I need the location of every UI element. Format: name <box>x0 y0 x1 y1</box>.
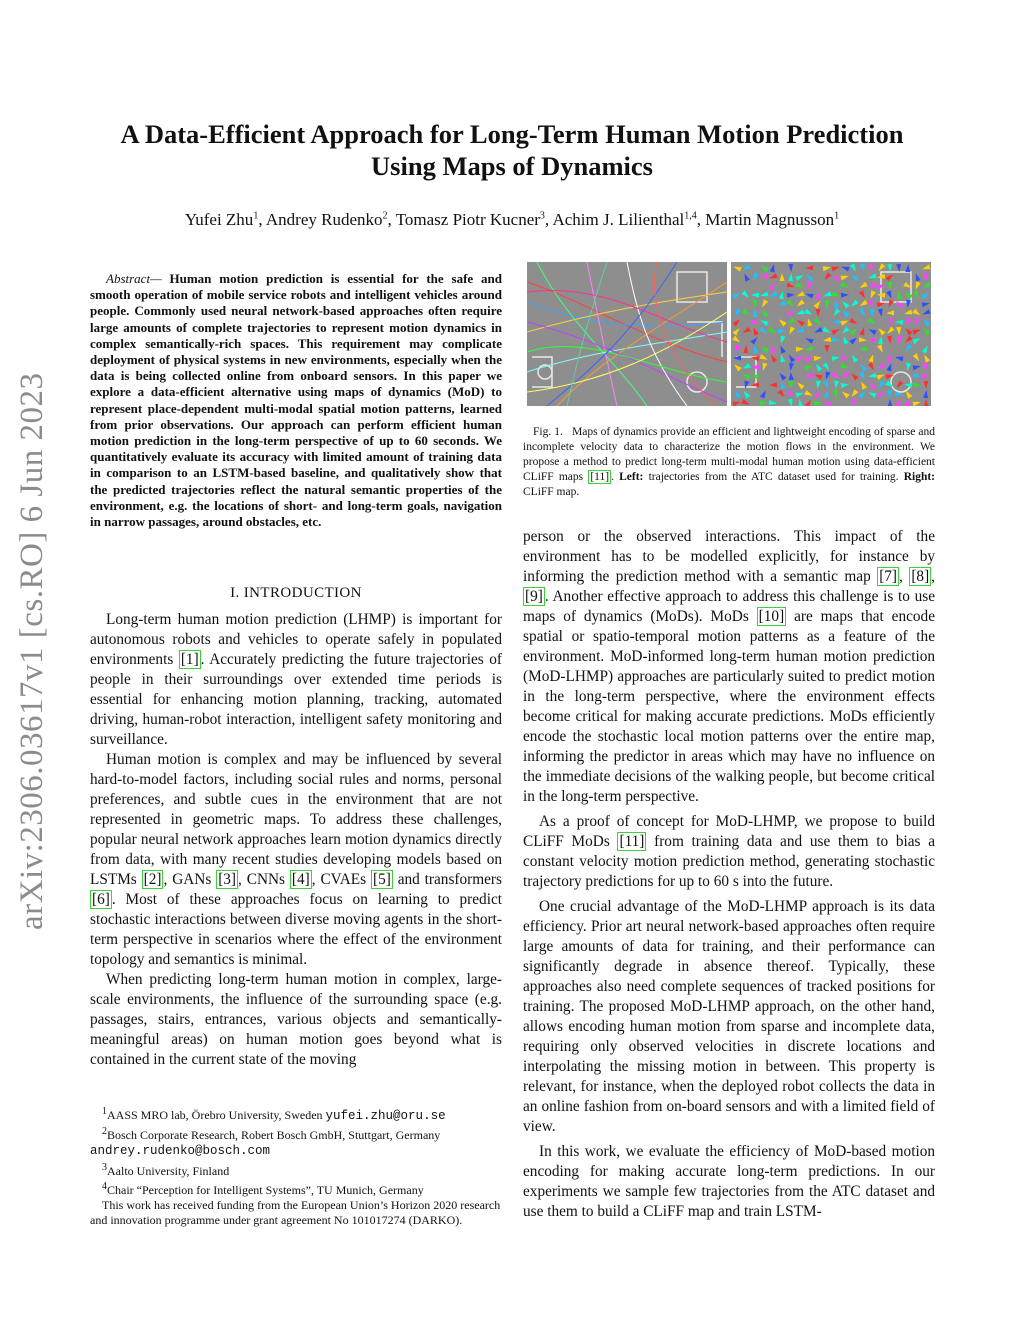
footnote-4: $^4$Chair “Perception for Intelligent Systems”, TU Munich, Germany <box>102 1180 424 1197</box>
citation-link[interactable]: [3] <box>218 871 237 888</box>
author-affiliation: 2 <box>382 210 388 222</box>
citation-link[interactable]: [7] <box>879 568 898 585</box>
title-line-2: Using Maps of Dynamics <box>371 151 653 181</box>
citation-link[interactable]: [10] <box>758 608 785 625</box>
citation-link[interactable]: [8] <box>911 568 930 585</box>
footnotes <box>90 1104 502 1228</box>
footnote-3: $^3$Aalto University, Finland <box>102 1161 230 1178</box>
intro-paragraph: Long-term human motion prediction (LHMP) is important for autonomous robots and vehicles to operate safely in populated environments [1] . Accurately predicting the future trajectories of people in their surroundings over extended time periods is essential for enhancing motion planning, tracking, automated driving, human-robot interaction, intelligent safety monitoring and surveillance. <box>90 611 502 748</box>
section-heading-introduction: I. INTRODUCTION <box>230 585 362 601</box>
abstract: Abstract— Human motion prediction is essential for the safe and smooth operation of mobile service robots and intelligent vehicles around people. Commonly used neural network-based approaches often require large amounts of complete trajectories to represent motion dynamics in complex semantically-rich spaces. This requirement may complicate deployment of physical systems in new environments, especially when the data is being collected online from onboard sensors. In this paper we explore a data-efficient alternative using maps of dynamics (MoD) to represent place-dependent multi-modal spatial motion patterns, learned from prior observations. Our approach can perform efficient human motion prediction in the long-term perspective of up to 60 seconds. We quantitatively evaluate its accuracy with limited amount of training data in comparison to an LSTM-based baseline, and qualitatively show that the predicted trajectories reflect the natural semantic properties of the environment, e.g. the locations of short- and long-term goals, navigation in narrow passages, around obstacles, etc. <box>90 271 502 530</box>
cliff-map-image <box>731 262 931 406</box>
citation-link[interactable]: [9] <box>525 588 543 605</box>
footnote-1: $^1$AASS MRO lab, Örebro University, Sweden yufei.zhu@oru.se <box>102 1106 446 1123</box>
body-paragraph: One crucial advantage of the MoD-LHMP approach is its data efficiency. Prior art neural network-based approaches often require large amounts of data for training, and their performance can significantly degrade in absence thereof. Typically, these approaches also need complete sequences of tracked positions for training. The proposed MoD-LHMP approach, on the other hand, allows encoding human motion from sparse and incomplete data, requiring only observed velocities in discrete locations and interpolating the missing motion in between. This property is relevant, for instance, when the deployed robot collects the data in an online fashion from on-board sensors and with a limited field of view. <box>523 898 935 1135</box>
footnote-2: $^2$Bosch Corporate Research, Robert Bosch GmbH, Stuttgart, Germany andrey.rudenko@bosch.com <box>90 1126 441 1159</box>
abstract-label: Abstract <box>106 271 151 286</box>
citation-link[interactable]: [11] <box>590 471 610 483</box>
citation-link[interactable]: [4] <box>291 871 310 888</box>
author-name: Achim J. Lilienthal <box>552 210 685 229</box>
author-list: Yufei Zhu$^1$, Andrey Rudenko$^2$, Tomasz Piotr Kucner$^3$, Achim J. Lilienthal$^{1,4}$, Martin Magnusson$^1$ <box>184 210 840 229</box>
author-name: Tomasz Piotr Kucner <box>395 210 540 229</box>
author-affiliation: 1 <box>253 210 259 222</box>
author-name: Martin Magnusson <box>705 210 835 229</box>
figure-1 <box>527 262 931 406</box>
citation-link[interactable]: [6] <box>92 891 110 908</box>
caption-label: Fig. 1. <box>533 426 563 438</box>
author-affiliation: 1 <box>834 210 840 222</box>
author-name: Yufei Zhu <box>184 210 254 229</box>
trajectory-image <box>527 262 727 406</box>
abstract-text: Human motion prediction is essential for the safe and smooth operation of mobile service robots and intelligent vehicles around people. Commonly used neural network-based approaches often require large amounts of complete trajectories to represent motion dynamics in complex semantically-rich spaces. This requirement may complicate deployment of physical systems in new environments, especially when the data is being collected online from onboard sensors. In this paper we explore a data-efficient alternative using maps of dynamics (MoD) to represent place-dependent multi-modal spatial motion patterns, learned from prior observations. Our approach can perform efficient human motion prediction in the long-term perspective of up to 60 seconds. We quantitatively evaluate its accuracy with limited amount of training data in comparison to an LSTM-based baseline, and qualitatively show that the predicted trajectories reflect the natural semantic properties of the environment, e.g. the locations of short- and long-term goals, navigation in narrow passages, around obstacles, etc. <box>90 271 502 530</box>
author-name: Andrey Rudenko <box>265 210 383 229</box>
arxiv-watermark: arXiv:2306.03617v1 [cs.RO] 6 Jun 2023 <box>14 372 50 930</box>
citation-link[interactable]: [11] <box>619 833 645 850</box>
intro-paragraph: Human motion is complex and may be influenced by several hard-to-model factors, including social rules and norms, personal preferences, and subtle cues in the environment that are not represented in geometric maps. To address these challenges, popular neural network approaches learn motion dynamics directly from data, with many recent studies developing models based on LSTMs [2] , GANs [3] , CNNs [4] , CVAEs [5] and transformers [6] . Most of these approaches focus on learning to predict stochastic interactions between diverse moving agents in the short-term perspective in scenarios where the effect of the environment topology and semantics is minimal. <box>90 751 502 968</box>
citation-link[interactable]: [2] <box>143 871 162 888</box>
paper-title <box>90 118 934 182</box>
funding-note: This work has received funding from the European Union’s Horizon 2020 research and innovation programme under grant agreement No 101017274 (DARKO). <box>90 1198 501 1228</box>
figure-caption: Fig. 1. Maps of dynamics provide an efficient and lightweight encoding of sparse and incomplete velocity data to characterize the motion flows in the environment. We propose a method to predict long-term multi-modal human motion using data-efficient CLiFF maps [11] . Left: trajectories from the ATC dataset used for training. Right: CLiFF map. <box>523 426 936 498</box>
right-column-body <box>523 527 935 1222</box>
citation-link[interactable]: [1] <box>180 651 199 668</box>
intro-paragraph: When predicting long-term human motion in complex, large-scale environments, the influence of the surrounding space (e.g. passages, stairs, entrances, various objects and semantically-meaningful areas) on human motion goes beyond what is contained in the current state of the moving <box>90 971 502 1068</box>
email-link[interactable]: yufei.zhu@oru.se <box>325 1109 446 1123</box>
body-paragraph: In this work, we evaluate the efficiency of MoD-based motion encoding for making accurate long-term predictions. In our experiments we sample few trajectories from the ATC dataset and use them to build a CLiFF map and train LSTM- <box>523 1143 935 1220</box>
author-affiliation: 3 <box>539 210 545 222</box>
left-column-body <box>90 610 502 1070</box>
body-paragraph: person or the observed interactions. This impact of the environment has to be modelled explicitly, for instance by informing the prediction method with a semantic map [7] , [8] , [9] . Another effective approach to address this challenge is to use maps of dynamics (MoDs). MoDs [10] are maps that encode spatial or spatio-temporal motion patterns as a feature of the environment. MoD-informed long-term human motion prediction (MoD-LHMP) approaches are particularly suited to predict motion in the long-term perspective, where the environment effects become critical for making accurate predictions. MoDs efficiently encode the stochastic local motion patterns over the entire map, informing the predictor in areas which may have no influence on the immediate decisions of the walking people, but become critical in the long-term perspective. <box>523 528 935 805</box>
email-link[interactable]: andrey.rudenko@bosch.com <box>90 1144 271 1159</box>
body-paragraph: As a proof of concept for MoD-LHMP, we propose to build CLiFF MoDs [11] from training data and use them to bias a constant velocity motion prediction method, generating stochastic trajectory predictions for up to 60 s into the future. <box>523 813 935 890</box>
title-line-1: A Data-Efficient Approach for Long-Term Human Motion Prediction <box>120 119 904 149</box>
citation-link[interactable]: [5] <box>372 871 391 888</box>
author-affiliation: 1,4 <box>684 210 697 222</box>
